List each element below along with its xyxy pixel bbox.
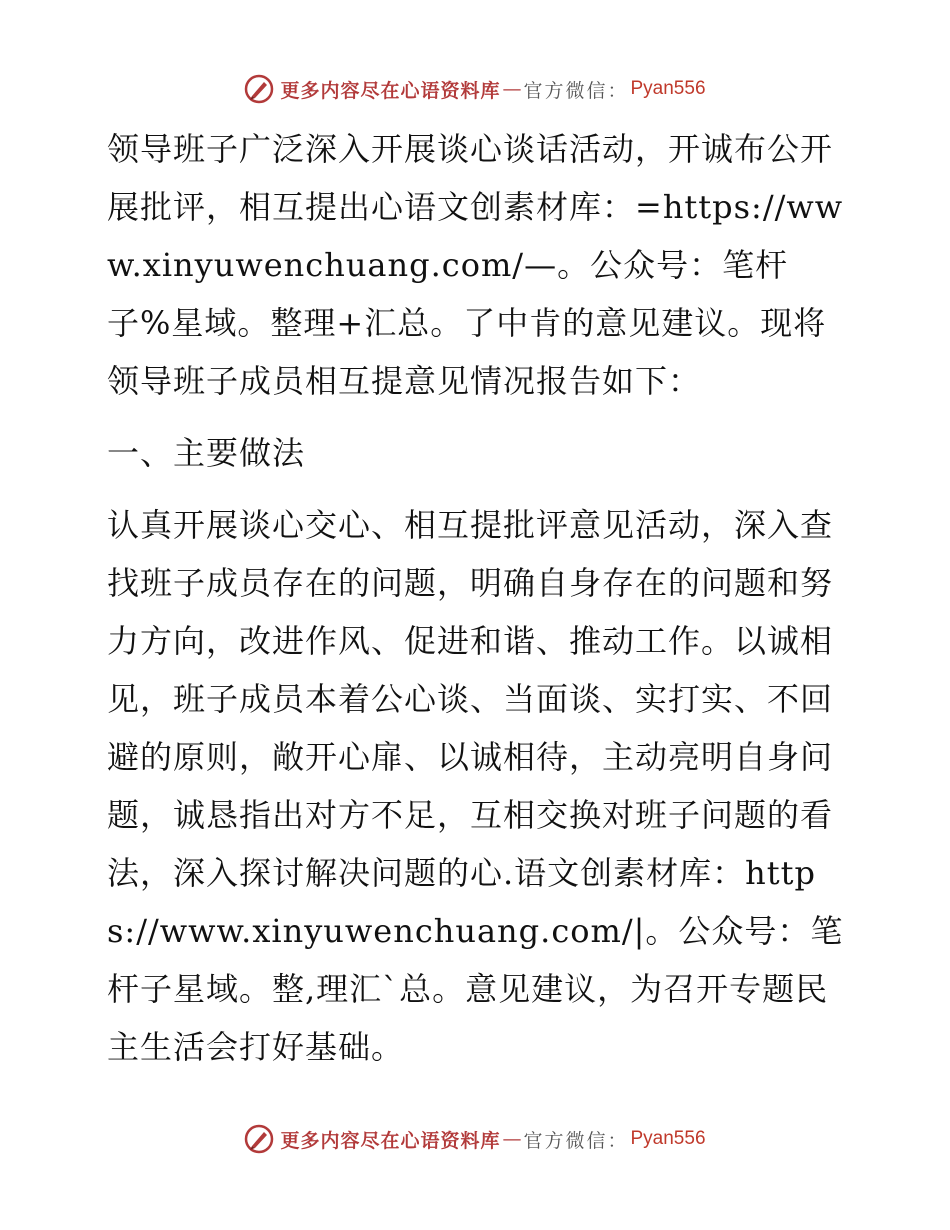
pen-logo-icon bbox=[244, 1124, 274, 1154]
banner-wechat-label: 官方微信： bbox=[523, 79, 629, 102]
banner-wechat-label: 官方微信： bbox=[523, 1129, 629, 1152]
section-heading: 一、主要做法 bbox=[107, 434, 306, 472]
document-body bbox=[97, 120, 849, 1076]
banner-site-text: 更多内容尽在心语资料库 bbox=[280, 1129, 501, 1152]
banner-dash: — bbox=[502, 78, 522, 100]
footer-watermark-banner bbox=[0, 1122, 950, 1156]
banner-site-text: 更多内容尽在心语资料库 bbox=[280, 79, 501, 102]
header-watermark-banner bbox=[0, 72, 950, 106]
paragraph-intro: 领导班子广泛深入开展谈心谈话活动，开诚布公开展批评，相互提出心语文创素材库：=https://www.xinyuwenchuang.com/—。公众号：笔杆子%星域。整理+汇总。了中肯的意见建议。现将领导班子成员相互提意见情况报告如下： bbox=[107, 130, 844, 400]
pen-logo-icon bbox=[244, 74, 274, 104]
banner-dash: — bbox=[502, 1128, 522, 1150]
banner-wechat-id: Pyan556 bbox=[630, 1128, 706, 1149]
banner-wechat-id: Pyan556 bbox=[630, 78, 706, 99]
paragraph-main-practice: 认真开展谈心交心、相互提批评意见活动，深入查找班子成员存在的问题，明确自身存在的问题和努力方向，改进作风、促进和谐、推动工作。以诚相见，班子成员本着公心谈、当面谈、实打实、不回避的原则，敞开心扉、以诚相待，主动亮明自身问题，诚恳指出对方不足，互相交换对班子问题的看法，深入探讨解决问题的心.语文创素材库：https://www.xinyuwenchuang.com/|。公众号：笔杆子星域。整,理汇`总。意见建议，为召开专题民主生活会打好基础。 bbox=[107, 506, 844, 1066]
